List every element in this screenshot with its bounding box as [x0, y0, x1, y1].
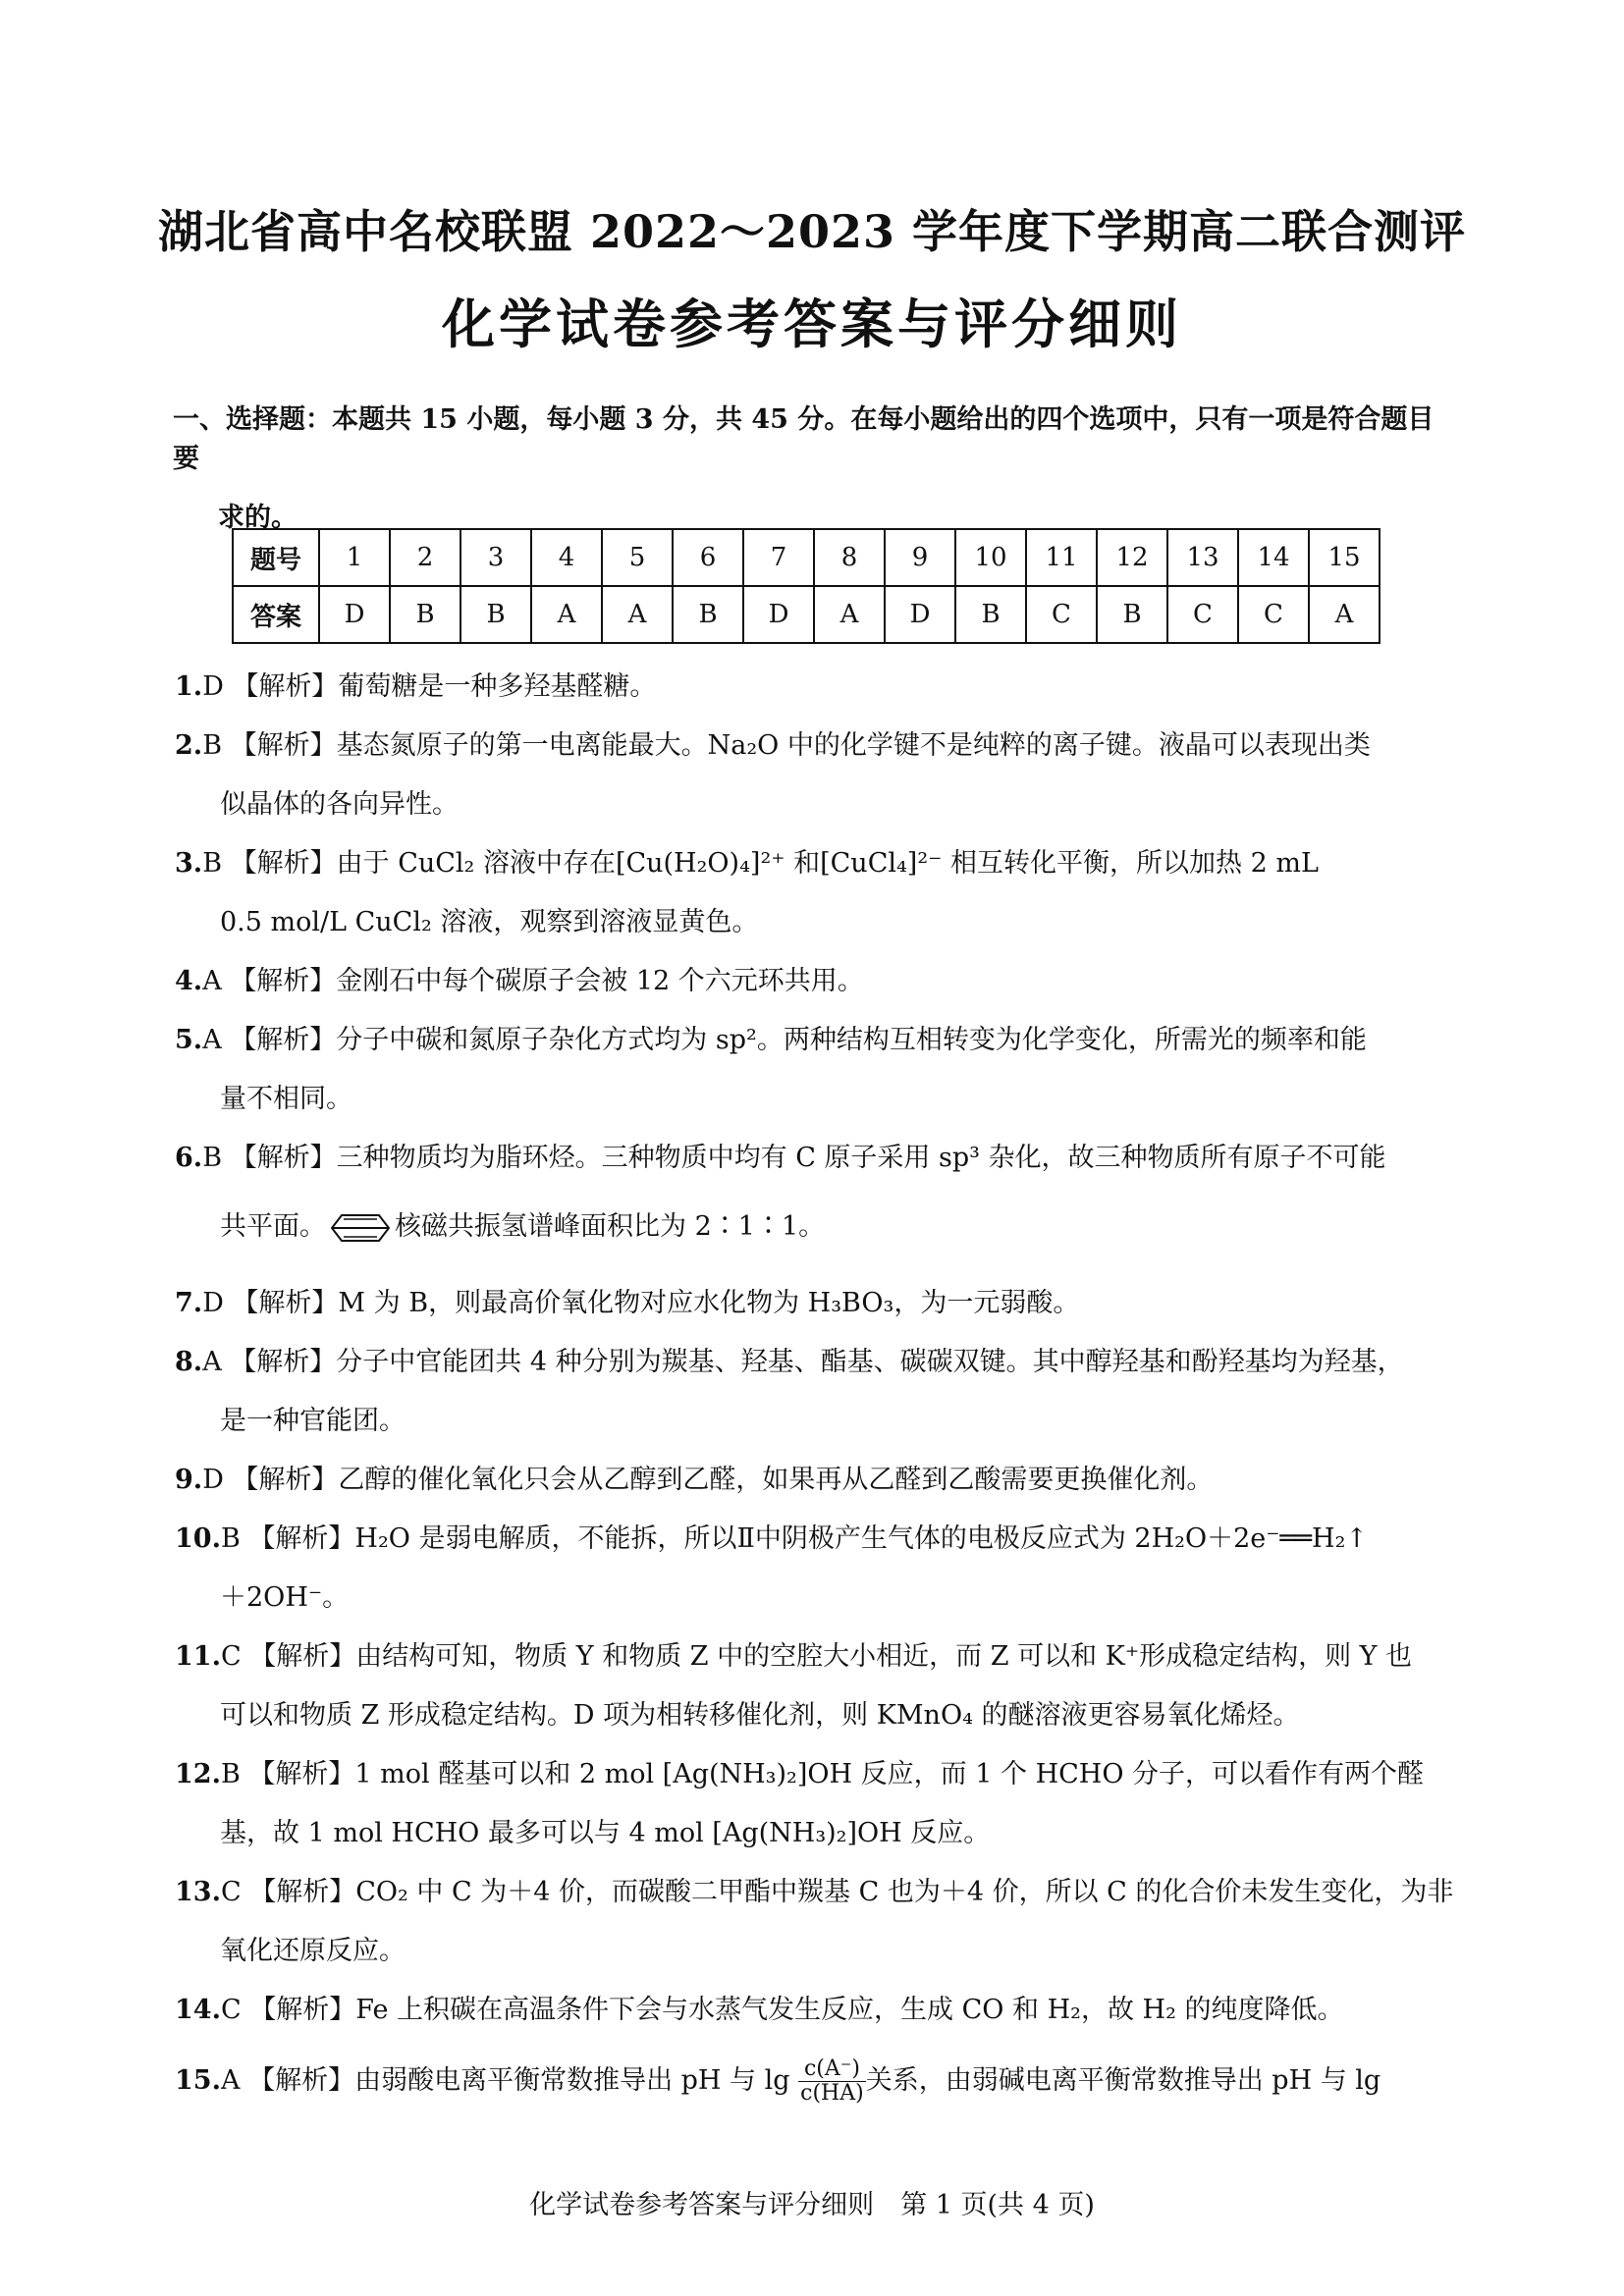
question-number-cell: 15	[1309, 529, 1380, 586]
explanation-item-2	[175, 726, 1466, 825]
item-text: B 【解析】基态氮原子的第一电离能最大。Na₂O 中的化学键不是纯粹的离子键。液晶可以表现出类	[202, 730, 1371, 761]
item-continuation: 量不相同。	[220, 1084, 352, 1114]
bicyclic-structure-icon	[330, 1211, 391, 1245]
explanation-item-15	[175, 2057, 1466, 2106]
question-number-cell: 6	[673, 529, 743, 586]
question-number-cell: 12	[1097, 529, 1167, 586]
answer-cell: B	[955, 586, 1026, 643]
item-text: 关系，由弱碱电离平衡常数推导出 pH 与 lg	[865, 2065, 1381, 2096]
answer-cell: A	[531, 586, 602, 643]
concentration-ratio-fraction	[798, 2057, 866, 2106]
answer-table-row-answers	[233, 586, 1380, 643]
question-number-cell: 11	[1026, 529, 1097, 586]
question-number-cell: 1	[319, 529, 390, 586]
answer-cell: C	[1238, 586, 1309, 643]
answer-cell: D	[885, 586, 955, 643]
question-number-cell: 3	[460, 529, 531, 586]
table-header-cell: 题号	[233, 529, 319, 586]
explanation-item-13	[175, 1873, 1466, 1971]
answer-table-row-numbers	[233, 529, 1380, 586]
answer-cell: A	[1309, 586, 1380, 643]
document-subtitle: 化学试卷参考答案与评分细则	[442, 293, 1182, 355]
item-number: 1.	[175, 671, 203, 702]
item-text: D 【解析】乙醇的催化氧化只会从乙醇到乙醛，如果再从乙醛到乙酸需要更换催化剂。	[202, 1465, 1214, 1495]
item-text: B 【解析】三种物质均为脂环烃。三种物质中均有 C 原子采用 sp³ 杂化，故三种物质所有原子不可能	[202, 1143, 1386, 1173]
question-number-cell: 14	[1238, 529, 1309, 586]
explanation-item-3	[175, 844, 1466, 942]
item-text: 共平面。	[220, 1211, 326, 1242]
table-header-cell: 答案	[233, 586, 319, 643]
answer-cell: C	[1026, 586, 1097, 643]
page-footer: 化学试卷参考答案与评分细则 第 1 页(共 4 页)	[529, 2190, 1095, 2220]
explanation-item-12	[175, 1755, 1466, 1853]
answer-cell: B	[673, 586, 743, 643]
item-text: A 【解析】分子中官能团共 4 种分别为羰基、羟基、酯基、碳碳双键。其中醇羟基和酚羟基均为羟基，	[202, 1347, 1404, 1377]
item-text: A 【解析】分子中碳和氮原子杂化方式均为 sp²。两种结构互相转变为化学变化，所需光的频率和能	[202, 1025, 1367, 1055]
answer-cell: D	[319, 586, 390, 643]
section-heading	[173, 400, 1459, 538]
explanation-item-1	[175, 667, 1466, 707]
question-number-cell: 7	[743, 529, 814, 586]
item-continuation: 似晶体的各向异性。	[220, 789, 459, 820]
item-continuation	[175, 1207, 1466, 1247]
answer-table	[232, 528, 1380, 644]
item-text: C 【解析】由结构可知，物质 Y 和物质 Z 中的空腔大小相近，而 Z 可以和 K⁺形成稳定结构，则 Y 也	[220, 1641, 1413, 1672]
item-number: 5.	[175, 1025, 203, 1055]
item-continuation: 0.5 mol/L CuCl₂ 溶液，观察到溶液显黄色。	[220, 907, 759, 937]
question-number-cell: 13	[1167, 529, 1238, 586]
explanation-item-10	[175, 1520, 1466, 1618]
section-heading-line1: 一、选择题：本题共 15 小题，每小题 3 分，共 45 分。在每小题给出的四个选项中，只有一项是符合题目要	[173, 404, 1435, 474]
item-number: 2.	[175, 730, 203, 761]
item-text: A 【解析】由弱酸电离平衡常数推导出 pH 与 lg	[220, 2065, 790, 2096]
item-number: 12.	[175, 1759, 221, 1789]
item-number: 8.	[175, 1347, 203, 1377]
item-number: 9.	[175, 1465, 203, 1495]
explanation-item-8	[175, 1343, 1466, 1441]
fraction-numerator: c(A⁻)	[798, 2057, 866, 2082]
item-text: D 【解析】葡萄糖是一种多羟基醛糖。	[202, 671, 657, 702]
answer-cell: A	[602, 586, 673, 643]
item-text: B 【解析】由于 CuCl₂ 溶液中存在[Cu(H₂O)₄]²⁺ 和[CuCl₄]²⁻ 相互转化平衡，所以加热 2 mL	[202, 848, 1319, 879]
item-text: B 【解析】H₂O 是弱电解质，不能拆，所以Ⅱ中阴极产生气体的电极反应式为 2H₂O＋2e⁻══H₂↑	[220, 1523, 1369, 1554]
item-text: A 【解析】金刚石中每个碳原子会被 12 个六元环共用。	[202, 966, 864, 996]
item-number: 7.	[175, 1288, 203, 1318]
question-number-cell: 2	[390, 529, 460, 586]
item-number: 10.	[175, 1523, 221, 1554]
item-number: 3.	[175, 848, 203, 879]
item-number: 11.	[175, 1641, 221, 1672]
fraction-denominator: c(HA)	[800, 2081, 864, 2106]
item-number: 4.	[175, 966, 203, 996]
item-text: D 【解析】M 为 B，则最高价氧化物对应水化物为 H₃BO₃，为一元弱酸。	[202, 1288, 1080, 1318]
question-number-cell: 8	[814, 529, 885, 586]
section-heading-line2: 求的。	[218, 503, 298, 533]
item-continuation: ＋2OH⁻。	[220, 1582, 350, 1613]
answer-cell: C	[1167, 586, 1238, 643]
question-number-cell: 5	[602, 529, 673, 586]
item-continuation: 氧化还原反应。	[220, 1936, 406, 1966]
item-continuation: 基，故 1 mol HCHO 最多可以与 4 mol [Ag(NH₃)₂]OH 反应。	[220, 1818, 991, 1848]
question-number-cell: 9	[885, 529, 955, 586]
item-continuation: 是一种官能团。	[220, 1406, 406, 1436]
item-text: 核磁共振氢谱峰面积比为 2∶1∶1。	[395, 1211, 826, 1242]
item-number: 15.	[175, 2065, 221, 2096]
explanation-item-7	[175, 1284, 1466, 1323]
explanation-item-5	[175, 1021, 1466, 1119]
answer-cell: B	[460, 586, 531, 643]
explanation-item-9	[175, 1461, 1466, 1500]
explanation-item-14	[175, 1991, 1466, 2030]
item-text: C 【解析】CO₂ 中 C 为＋4 价，而碳酸二甲酯中羰基 C 也为＋4 价，所以 C 的化合价未发生变化，为非	[220, 1877, 1454, 1907]
question-number-cell: 10	[955, 529, 1026, 586]
answer-cell: A	[814, 586, 885, 643]
item-number: 6.	[175, 1143, 203, 1173]
explanation-item-4	[175, 962, 1466, 1001]
answer-cell: B	[1097, 586, 1167, 643]
answer-cell: D	[743, 586, 814, 643]
item-number: 13.	[175, 1877, 221, 1907]
item-continuation: 可以和物质 Z 形成稳定结构。D 项为相转移催化剂，则 KMnO₄ 的醚溶液更容易氧化烯烃。	[220, 1700, 1300, 1731]
item-number: 14.	[175, 1995, 221, 2025]
explanation-item-11	[175, 1637, 1466, 1735]
item-text: C 【解析】Fe 上积碳在高温条件下会与水蒸气发生反应，生成 CO 和 H₂，故 H₂ 的纯度降低。	[220, 1995, 1344, 2025]
exam-title: 湖北省高中名校联盟 2022～2023 学年度下学期高二联合测评	[157, 205, 1467, 258]
answer-cell: B	[390, 586, 460, 643]
item-text: B 【解析】1 mol 醛基可以和 2 mol [Ag(NH₃)₂]OH 反应，而 1 个 HCHO 分子，可以看作有两个醛	[220, 1759, 1425, 1789]
explanation-item-6	[175, 1139, 1466, 1247]
question-number-cell: 4	[531, 529, 602, 586]
